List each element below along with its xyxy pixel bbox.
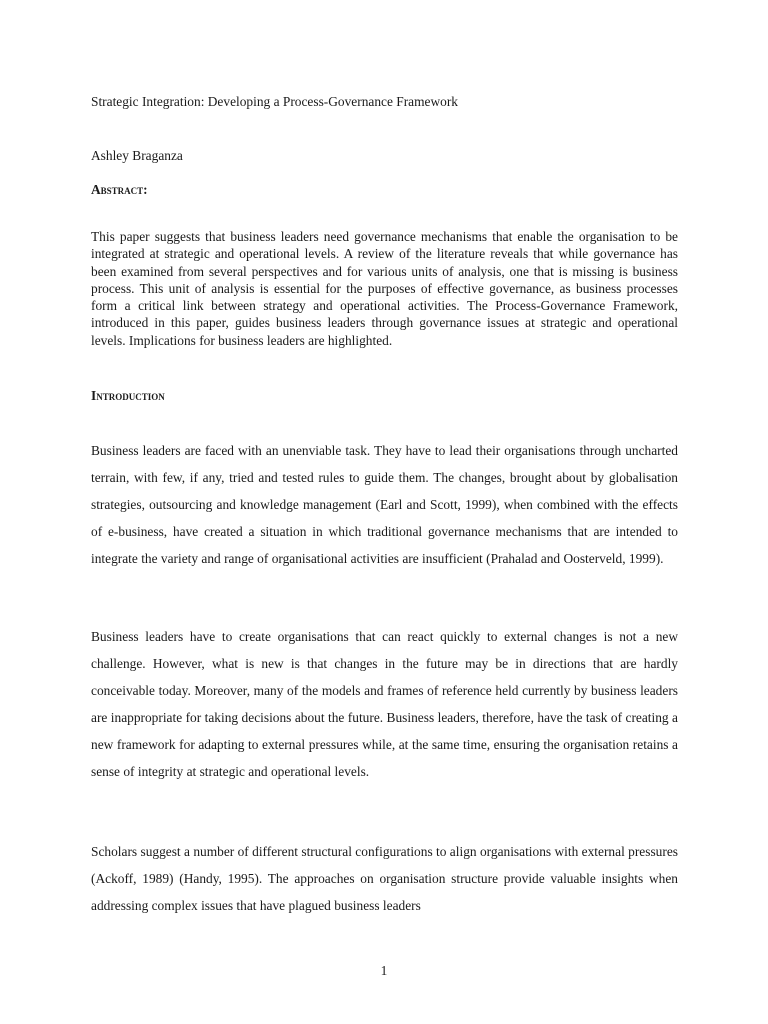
abstract-text: This paper suggests that business leaders need governance mechanisms that enable the organisation to be integrated at strategic and operational levels. A review of the literature reveals that while governance has been examined from several perspectives and for various units of analysis, one that is missing is business process. This unit of analysis is essential for the purposes of effective governance, as business processes form a critical link between strategy and operational activities. The Process-Governance Framework, introduced in this paper, guides business leaders through governance issues at strategic and operational levels. Implications for business leaders are highlighted. (91, 229, 678, 348)
introduction-heading: Introduction (91, 388, 165, 403)
paper-author: Ashley Braganza (91, 148, 183, 163)
introduction-paragraph-1: Business leaders are faced with an unenviable task. They have to lead their organisations through uncharted terrain, with few, if any, tried and tested rules to guide them. The changes, brought about by globalisation strategies, outsourcing and knowledge management (Earl and Scott, 1999), when combined with the effects of e-business, have created a situation in which traditional governance mechanisms that are intended to integrate the variety and range of organisational activities are insufficient (Prahalad and Oosterveld, 1999). (91, 443, 678, 566)
page-number: 1 (380, 963, 388, 978)
abstract-heading: Abstract: (91, 182, 148, 197)
introduction-paragraph-2: Business leaders have to create organisations that can react quickly to external changes is not a new challenge. However, what is new is that changes in the future may be in directions that are hardly conceivable today. Moreover, many of the models and frames of reference held currently by business leaders are inappropriate for taking decisions about the future. Business leaders, therefore, have the task of creating a new framework for adapting to external pressures while, at the same time, ensuring the organisation retains a sense of integrity at strategic and operational levels. (91, 629, 678, 779)
paper-title: Strategic Integration: Developing a Process-Governance Framework (91, 94, 459, 109)
introduction-paragraph-3: Scholars suggest a number of different structural configurations to align organisations with external pressures (Ackoff, 1989) (Handy, 1995). The approaches on organisation structure provide valuable insights when addressing complex issues that have plagued business leaders (91, 844, 678, 913)
